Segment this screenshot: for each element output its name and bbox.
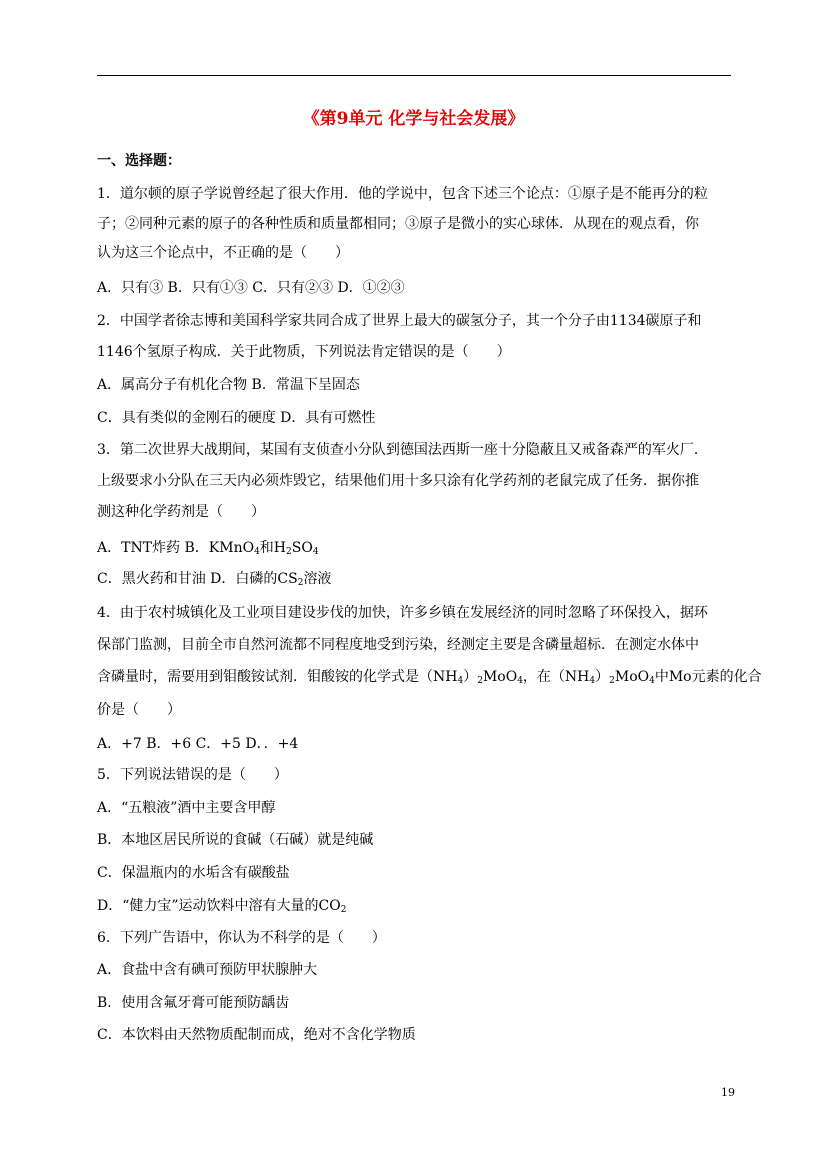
page-number: 19 xyxy=(721,1086,735,1099)
unit-title: 《第9单元 化学与社会发展》 xyxy=(302,109,525,129)
q1-line-3: 认为这三个论点中，不正确的是（ ） xyxy=(97,245,349,261)
q6-option-a: A．食盐中含有碘可预防甲状腺肿大 xyxy=(97,962,318,978)
q6-option-c: C．本饮料由天然物质配制而成，绝对不含化学物质 xyxy=(97,1027,416,1043)
q4-line-1: 4．由于农村城镇化及工业项目建设步伐的加快，许多乡镇在发展经济的同时忽略了环保投入，据环 xyxy=(97,605,708,621)
q2-options-ab: A．属高分子有机化合物 B．常温下呈固态 xyxy=(97,377,360,393)
q1-line-2: 子；②同种元素的原子的各种性质和质量都相同；③原子是微小的实心球体．从现在的观点看，你 xyxy=(97,216,699,232)
q5-line-1: 5．下列说法错误的是（ ） xyxy=(97,767,288,783)
q5-option-c: C．保温瓶内的水垢含有碳酸盐 xyxy=(97,865,290,881)
header-rule xyxy=(97,75,731,76)
q5-option-b: B．本地区居民所说的食碱（石碱）就是纯碱 xyxy=(97,832,374,848)
q3-line-2: 上级要求小分队在三天内必须炸毁它，结果他们用十多只涂有化学药剂的老鼠完成了任务．据你推 xyxy=(97,473,699,489)
q5-option-d: D．“健力宝”运动饮料中溶有大量的$CO_2$ xyxy=(97,898,347,915)
q4-line-2: 保部门监测，目前全市自然河流都不同程度地受到污染，经测定主要是含磷量超标．在测定水体中 xyxy=(97,637,699,653)
section-heading: 一、选择题： xyxy=(97,153,181,169)
q4-line-4: 价是（ ） xyxy=(97,702,181,718)
q3-line-3: 测这种化学药剂是（ ） xyxy=(97,504,265,520)
q1-options: A．只有③ B．只有①③ C．只有②③ D．①②③ xyxy=(97,280,405,296)
q4-options: A．+7 B．+6 C．+5 D．．+4 xyxy=(97,736,299,752)
q2-line-2: 1146个氢原子构成．关于此物质，下列说法肯定错误的是（ ） xyxy=(97,344,511,360)
q4-line-3: 含磷量时，需要用到钼酸铵试剂．钼酸铵的化学式是$(NH_4)_2MoO_4$，在$(NH_4)_2MoO_4$中Mo元素的化合 xyxy=(97,669,762,686)
q2-line-1: 2．中国学者徐志博和美国科学家共同合成了世界上最大的碳氢分子，其一个分子由1134碳原子和 xyxy=(97,313,702,329)
q3-options-cd: C．黑火药和甘油 D．白磷的$CS_2$溶液 xyxy=(97,571,332,588)
q5-option-a: A．“五粮液”酒中主要含甲醇 xyxy=(97,800,276,816)
q1-line-1: 1．道尔顿的原子学说曾经起了很大作用．他的学说中，包含下述三个论点：①原子是不能再分的粒 xyxy=(97,186,708,202)
q6-option-b: B．使用含氟牙膏可能预防龋齿 xyxy=(97,995,290,1011)
q3-line-1: 3．第二次世界大战期间，某国有支侦查小分队到德国法西斯一座十分隐蔽且又戒备森严的军火厂． xyxy=(97,442,708,458)
q2-options-cd: C．具有类似的金刚石的硬度 D．具有可燃性 xyxy=(97,410,376,426)
q3-options-ab: A．TNT炸药 B．KMnO$_4$和$H_2SO_4$ xyxy=(97,540,319,557)
q6-line-1: 6．下列广告语中，你认为不科学的是（ ） xyxy=(97,930,386,946)
